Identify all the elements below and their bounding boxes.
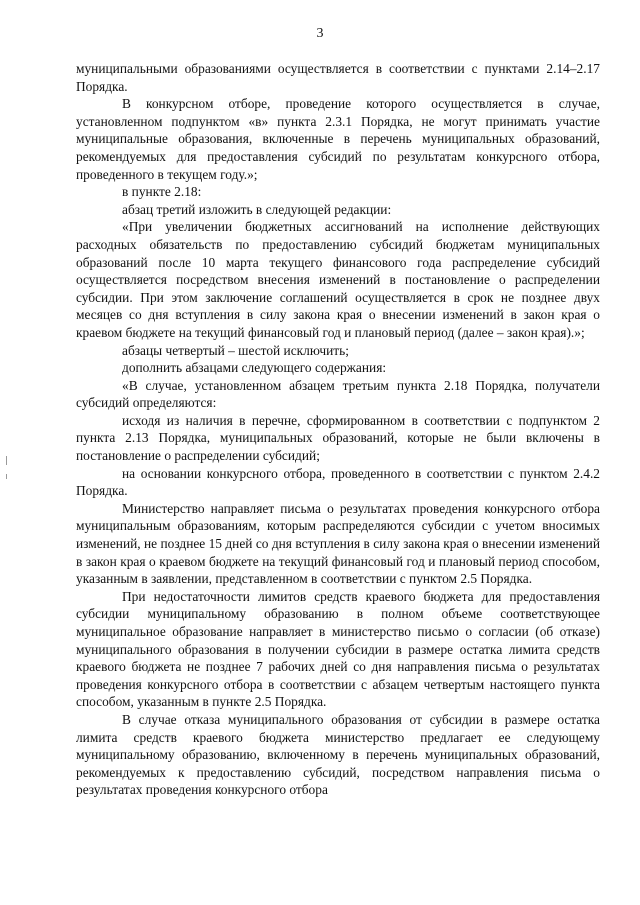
- paragraph: В случае отказа муниципального образования от субсидии в размере остатка лимита средств краевого бюджета министерство предлагает ее следующему муниципальному образованию, включенному в перечень муниципальных образований, рекомендуемых к предоставлению субсидий, посредством направления письма о результатах проведения конкурсного отбора: [76, 711, 600, 798]
- paragraph: исходя из наличия в перечне, сформированном в соответствии с подпунктом 2 пункта 2.13 Порядка, муниципальных образований, которые не были включены в постановление о распределении субсидий;: [76, 412, 600, 464]
- paragraph: В конкурсном отборе, проведение которого осуществляется в случае, установленном подпунктом «в» пункта 2.3.1 Порядка, не могут принимать участие муниципальные образования, включенные в перечень муниципальных образований, рекомендуемых для предоставления субсидий по результатам конкурсного отбора, проведенного в текущем году.»;: [76, 96, 600, 182]
- paragraph: Министерство направляет письма о результатах проведения конкурсного отбора муниципальным образованиям, которым распределяются субсидии с учетом вносимых изменений, не позднее 15 дней со дня вступления в силу закона края о внесении изменений в закон края о краевом бюджете на текущий финансовый год и плановый период способом, указанным в заявлении, представленном в соответствии с пунктом 2.5 Порядка.: [76, 500, 600, 587]
- paragraph: на основании конкурсного отбора, проведенного в соответствии с пунктом 2.4.2 Порядка.: [76, 465, 600, 499]
- paragraph: При недостаточности лимитов средств краевого бюджета для предоставления субсидии муниципальному образованию в полном объеме соответствующее муниципальное образование направляет в министерство письмо о согласии (об отказе) муниципального образования в получении субсидии в размере остатка лимита средств краевого бюджета не позднее 7 рабочих дней со дня направления письма о результатах проведения конкурсного отбора в соответствии с абзацем четвертым настоящего пункта способом, указанным в пункте 2.5 Порядка.: [76, 588, 600, 710]
- paragraph: абзац третий изложить в следующей редакции:: [122, 201, 392, 217]
- paragraph: в пункте 2.18:: [122, 184, 202, 200]
- document-body: [76, 60, 600, 799]
- paragraph: дополнить абзацами следующего содержания:: [122, 360, 387, 376]
- page-number: 3: [316, 26, 324, 41]
- paragraph: «В случае, установленном абзацем третьим пункта 2.18 Порядка, получатели субсидий определяются:: [76, 377, 600, 411]
- paragraph: абзацы четвертый – шестой исключить;: [122, 342, 349, 358]
- paragraph: «При увеличении бюджетных ассигнований на исполнение действующих расходных обязательств по предоставлению субсидий бюджетам муниципальных образований после 10 марта текущего финансового года распределение субсидий осуществляется посредством внесения изменений в постановление о распределении субсидии. При этом заключение соглашений осуществляется в срок не позднее двух месяцев со дня вступления в силу закона края о внесении изменений в закон края о краевом бюджете на текущий финансовый год и плановый период (далее – закон края).»;: [76, 219, 600, 340]
- scan-margin-mark: [6, 474, 7, 479]
- paragraph: муниципальными образованиями осуществляется в соответствии с пунктами 2.14–2.17 Порядка.: [76, 61, 600, 94]
- scan-margin-mark: [6, 456, 7, 465]
